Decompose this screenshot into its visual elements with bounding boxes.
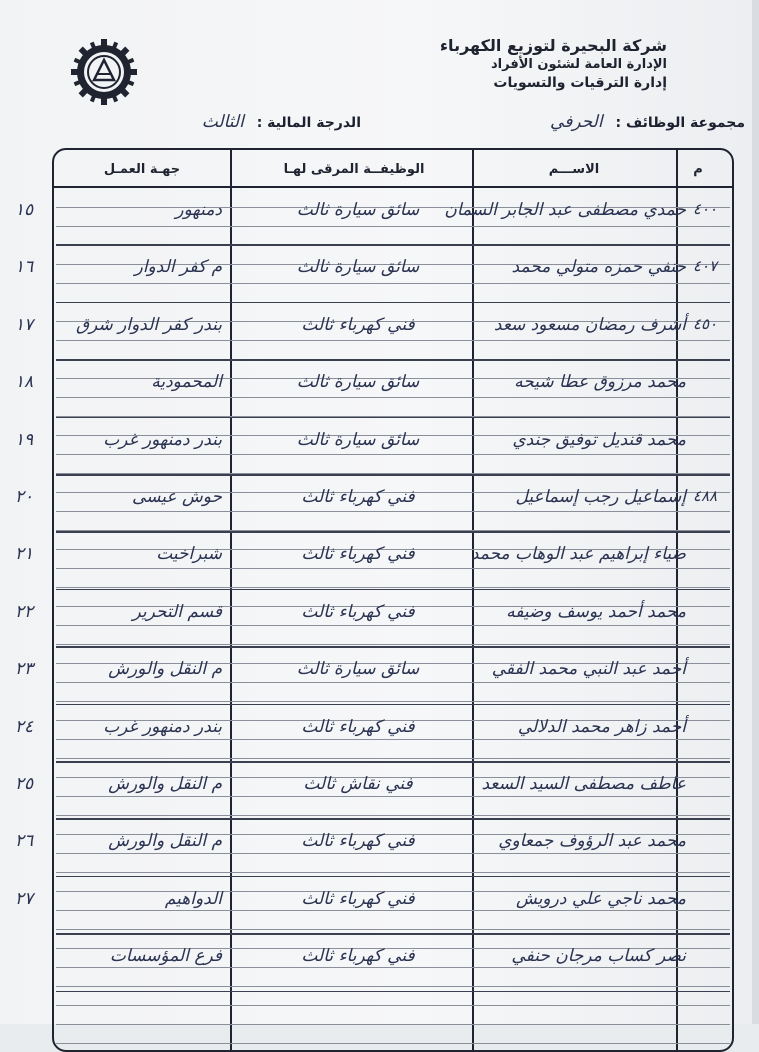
company-header xyxy=(367,36,667,93)
margin-number: ٢٣ xyxy=(14,659,34,680)
promoted-job: فني كهرباء ثالث xyxy=(301,601,415,622)
row-divider xyxy=(56,933,730,935)
ruled-line xyxy=(56,283,730,284)
header-workplace: جهـة العمـل xyxy=(103,162,181,177)
margin-number: ١٨ xyxy=(14,372,34,393)
header-name: الاســـم xyxy=(548,162,600,177)
row-divider xyxy=(56,589,730,591)
row-divider xyxy=(56,359,730,361)
margin-number: ٢٤ xyxy=(14,716,34,737)
margin-number: ١٥ xyxy=(14,200,34,220)
ruled-line xyxy=(56,511,730,512)
employee-name: أحمد عبد النبي محمد الفقي xyxy=(491,659,686,680)
gear-seal-icon xyxy=(70,38,138,106)
ruled-line xyxy=(56,625,730,626)
ruled-line xyxy=(56,568,730,569)
employee-name: حمدي مصطفى عبد الجابر السمان xyxy=(444,200,686,220)
workplace: بندر كفر الدوار شرق xyxy=(75,314,222,335)
row-divider xyxy=(56,417,730,419)
column-divider xyxy=(676,150,678,1050)
ruled-line xyxy=(56,739,730,740)
margin-number: ٢٦ xyxy=(14,831,34,852)
workplace: م النقل والورش xyxy=(108,831,222,852)
promoted-job: فني كهرباء ثالث xyxy=(301,831,415,852)
row-divider xyxy=(56,818,730,820)
employee-name: عاطف مصطفى السيد السعد xyxy=(481,774,686,794)
ruled-line xyxy=(56,397,730,398)
row-code: ٤٨٨ xyxy=(692,487,718,505)
margin-number: ١٧ xyxy=(14,314,34,335)
header-divider xyxy=(54,186,732,188)
employee-name: نصر كساب مرجان حنفي xyxy=(511,946,686,967)
ruled-line xyxy=(56,1005,730,1006)
promoted-job: فني نقاش ثالث xyxy=(303,774,413,794)
financial-degree-line xyxy=(202,112,361,132)
row-divider xyxy=(56,302,730,304)
margin-number: ١٩ xyxy=(14,429,34,450)
promoted-job: فني كهرباء ثالث xyxy=(301,544,415,565)
ruled-line xyxy=(56,340,730,341)
employee-name: أحمد زاهر محمد الدلالي xyxy=(517,716,686,737)
margin-number: ٢٠ xyxy=(14,487,34,507)
paper-edge xyxy=(752,0,759,1024)
workplace: قسم التحرير xyxy=(132,601,222,622)
ruled-line xyxy=(56,815,730,816)
workplace: الدواهيم xyxy=(164,888,222,909)
ruled-line xyxy=(56,853,730,854)
workplace: دمنهور xyxy=(175,200,222,220)
workplace: م النقل والورش xyxy=(108,659,222,680)
ruled-line xyxy=(56,1024,730,1025)
margin-number: ٢٢ xyxy=(14,601,34,622)
row-code: ٤٥٠ xyxy=(692,314,718,333)
employee-name: ضياء إبراهيم عبد الوهاب محمد xyxy=(470,544,686,565)
employee-name: محمد مرزوق عطا شيحه xyxy=(514,372,686,393)
financial-degree-value: الثالث xyxy=(201,112,244,132)
ruled-line xyxy=(56,872,730,873)
margin-number: ٢٧ xyxy=(14,888,34,909)
company-name: شركة البحيرة لتوزيع الكهرباء xyxy=(439,36,667,55)
ruled-line xyxy=(56,701,730,702)
employee-name: محمد ناجي علي درويش xyxy=(516,888,686,909)
employee-name: محمد عبد الرؤوف جمعاوي xyxy=(498,831,686,852)
column-divider xyxy=(230,150,232,1050)
promotions-table xyxy=(52,148,734,1052)
ruled-line xyxy=(56,910,730,911)
promoted-job: سائق سيارة ثالث xyxy=(296,372,420,393)
row-divider xyxy=(56,761,730,763)
ruled-line xyxy=(56,986,730,987)
workplace: م كفر الدوار xyxy=(134,257,222,278)
employee-name: إسماعيل رجب إسماعيل xyxy=(515,487,686,507)
workplace: شبراخيت xyxy=(156,544,222,565)
job-group-value: الحرفي xyxy=(550,112,603,132)
promoted-job: فني كهرباء ثالث xyxy=(301,716,415,737)
ruled-line xyxy=(56,644,730,645)
job-group-label: مجموعة الوظائف : xyxy=(615,115,745,131)
margin-number: ١٦ xyxy=(14,257,34,278)
ruled-line xyxy=(56,796,730,797)
ruled-line xyxy=(56,454,730,455)
promoted-job: فني كهرباء ثالث xyxy=(301,487,415,507)
column-divider xyxy=(472,150,474,1050)
employee-name: حنفي حمزه متولي محمد xyxy=(511,257,686,278)
row-divider xyxy=(56,474,730,476)
ruled-line xyxy=(56,1043,730,1044)
workplace: بندر دمنهور غرب xyxy=(103,429,222,450)
promoted-job: فني كهرباء ثالث xyxy=(301,314,415,335)
workplace: بندر دمنهور غرب xyxy=(103,716,222,737)
ruled-line xyxy=(56,967,730,968)
financial-degree-label: الدرجة المالية : xyxy=(256,115,361,131)
promoted-job: فني كهرباء ثالث xyxy=(301,946,415,967)
ruled-line xyxy=(56,682,730,683)
ruled-line xyxy=(56,226,730,227)
promoted-job: سائق سيارة ثالث xyxy=(296,429,420,450)
row-divider xyxy=(56,704,730,706)
workplace: م النقل والورش xyxy=(108,774,222,794)
row-divider xyxy=(56,531,730,533)
promoted-job: سائق سيارة ثالث xyxy=(296,257,420,278)
workplace: فرع المؤسسات xyxy=(109,946,222,967)
header-job: الوظيفــة المرقى لهـا xyxy=(283,162,425,177)
row-divider xyxy=(56,646,730,648)
row-code: ٤٠٧ xyxy=(692,257,718,276)
margin-number: ٢١ xyxy=(14,544,34,565)
promoted-job: سائق سيارة ثالث xyxy=(296,659,420,680)
section-name: إدارة الترقيات والتسويات xyxy=(493,75,667,91)
header-number: م xyxy=(693,162,703,177)
workplace: حوش عيسى xyxy=(131,487,222,507)
row-divider xyxy=(56,244,730,246)
employee-name: محمد قنديل توفيق جندي xyxy=(512,429,686,450)
employee-name: أشرف رمضان مسعود سعد xyxy=(493,314,686,335)
workplace: المحمودية xyxy=(151,372,222,393)
row-divider xyxy=(56,876,730,878)
row-code: ٤٠٠ xyxy=(692,200,718,218)
margin-number: ٢٥ xyxy=(14,774,34,794)
promoted-job: سائق سيارة ثالث xyxy=(296,200,420,220)
job-group-line xyxy=(550,112,745,132)
ruled-line xyxy=(56,929,730,930)
department-name: الإدارة العامة لشئون الأفراد xyxy=(490,57,667,72)
employee-name: محمد أحمد يوسف وضيفه xyxy=(506,601,686,622)
promoted-job: فني كهرباء ثالث xyxy=(301,888,415,909)
ruled-line xyxy=(56,758,730,759)
row-divider xyxy=(56,991,730,993)
